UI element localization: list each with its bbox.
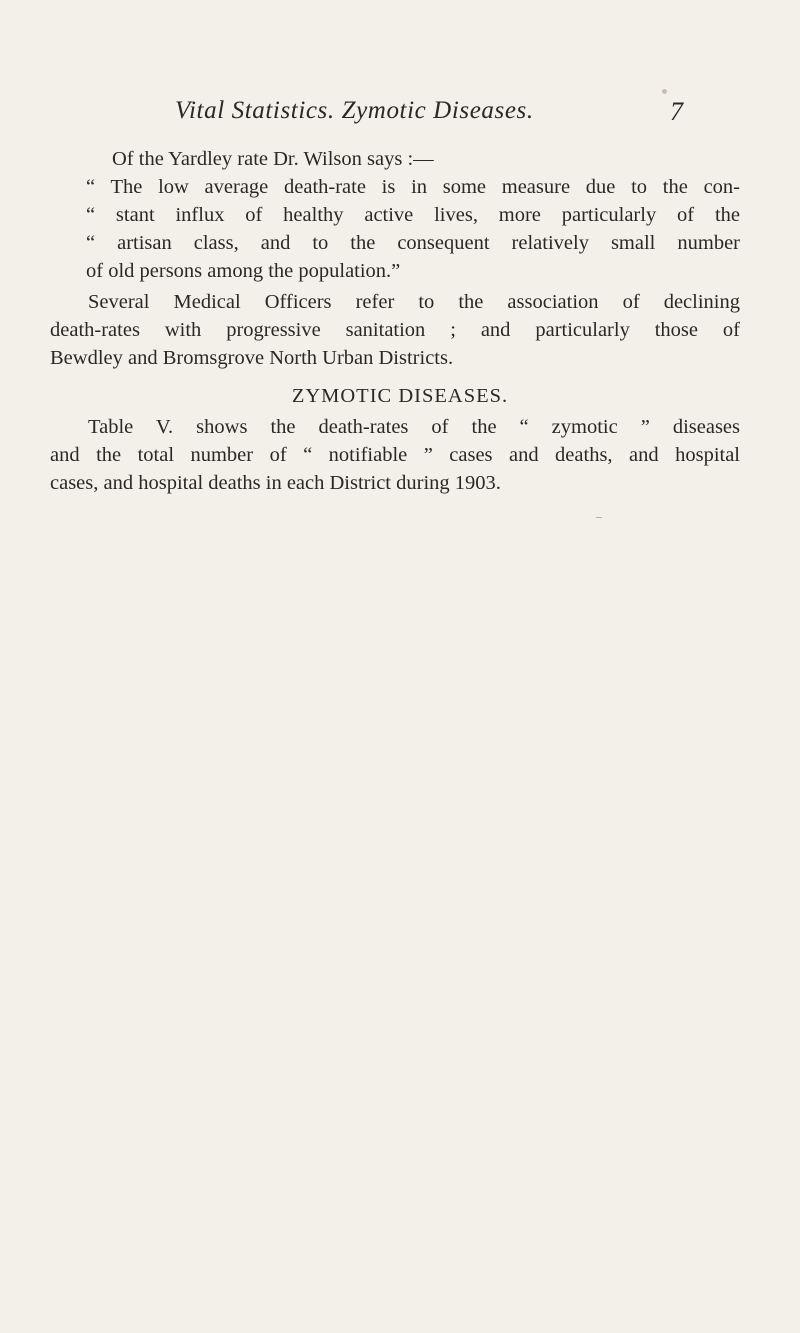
section-heading: ZYMOTIC DISEASES. [291,385,509,407]
paragraph-line: “ artisan class, and to the consequent relatively small number [86,232,740,254]
paragraph-line: death-rates with progressive sanitation ; and particularly those of [50,319,740,341]
paper-speck [596,517,602,518]
paragraph-line: Bewdley and Bromsgrove North Urban Districts. [50,347,454,369]
paragraph-intro: Of the Yardley rate Dr. Wilson says :— [112,148,434,170]
paragraph-line: cases, and hospital deaths in each District during 1903. [50,472,501,494]
paragraph-line: Table V. shows the death-rates of the “ zymotic ” diseases [88,416,740,438]
medical-officers-paragraph [50,288,740,372]
paragraph-line: and the total number of “ notifiable ” cases and deaths, and hospital [50,444,740,466]
quotation-paragraph [50,145,740,285]
paragraph-line: “ stant influx of healthy active lives, more particularly of the [86,204,740,226]
zymotic-paragraph [50,413,740,497]
paragraph-line: Several Medical Officers refer to the association of declining [88,291,740,313]
running-header [175,97,683,137]
paper-speck [662,89,667,94]
paragraph-line: “ The low average death-rate is in some measure due to the con- [86,176,740,198]
page-number: 7 [670,97,683,126]
running-title: Vital Statistics. Zymotic Diseases. [175,97,534,124]
paragraph-line: of old persons among the population.” [86,260,401,282]
